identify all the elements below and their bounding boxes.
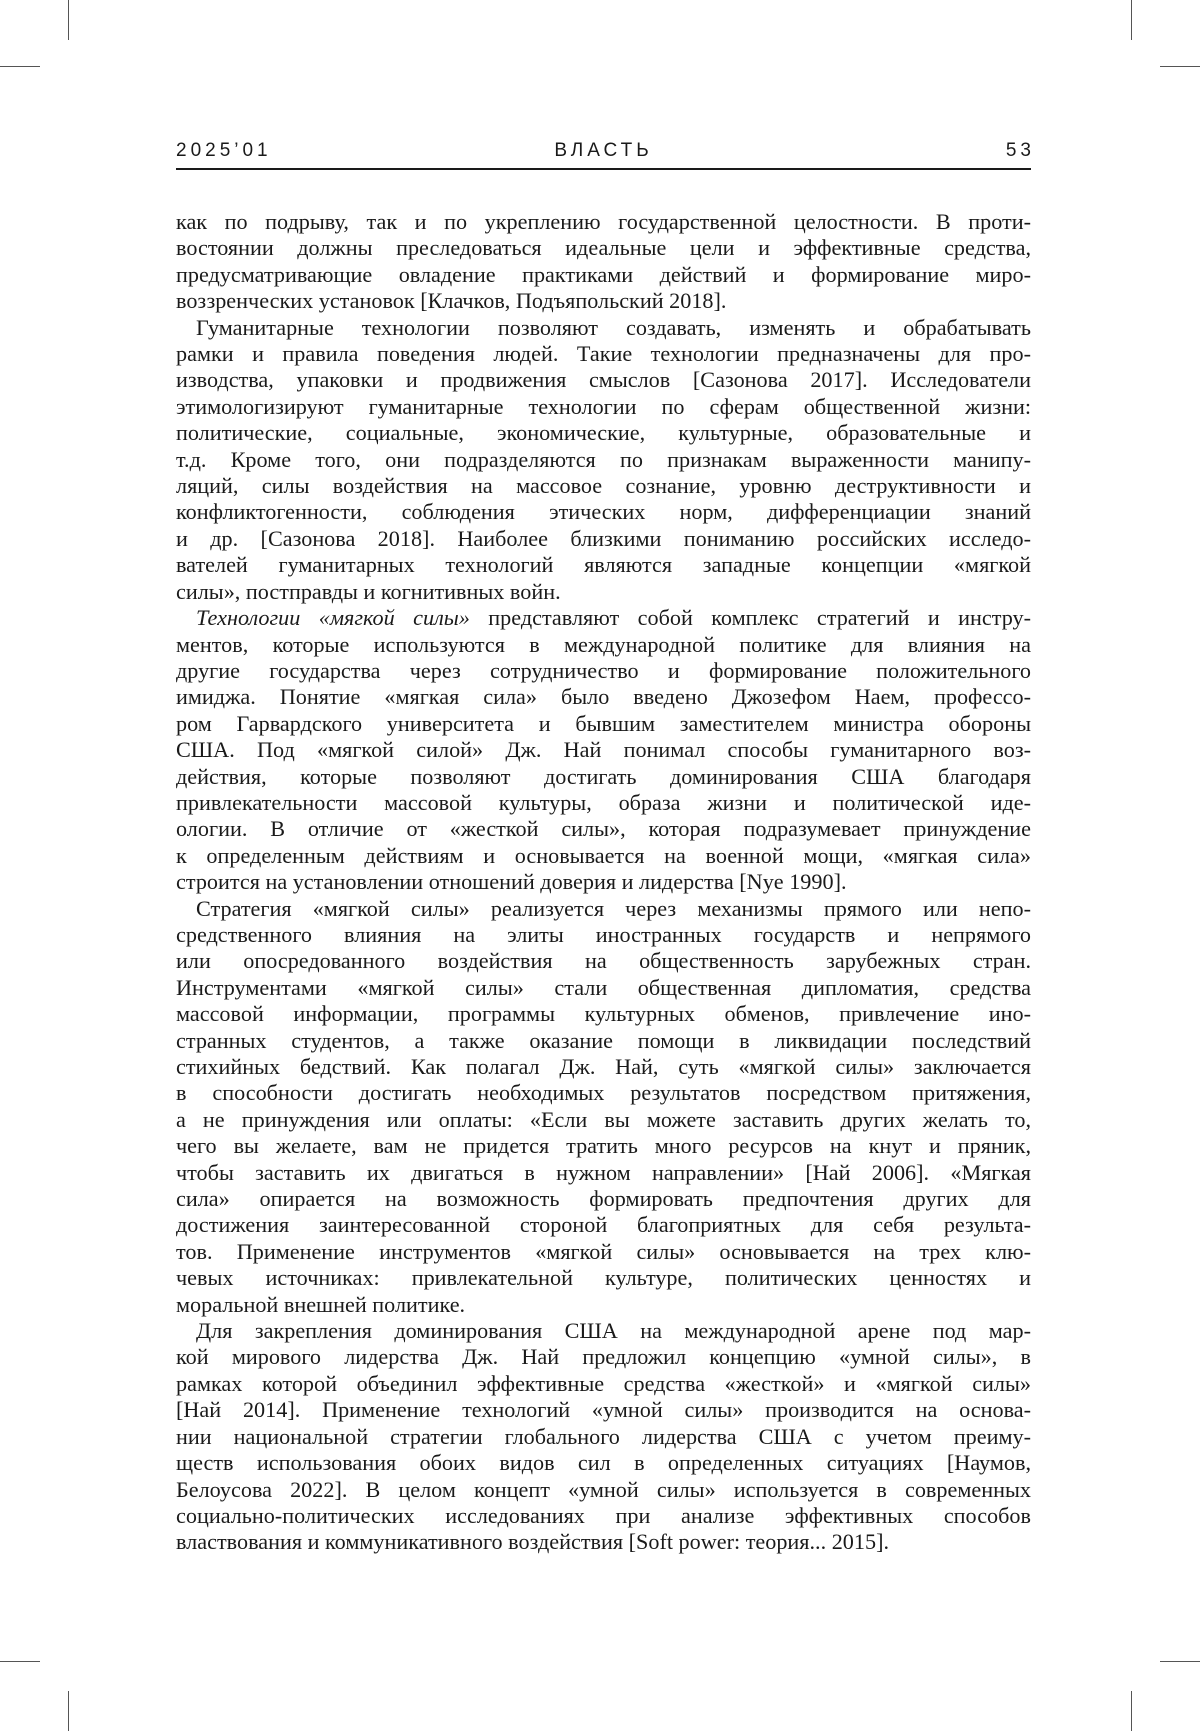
text-line: силы», постправды и когнитивных войн. bbox=[176, 579, 1031, 605]
text-line: востоянии должны преследоваться идеальные цели и эффективные средства, bbox=[176, 235, 1031, 261]
text-line: чевых источниках: привлекательной культуре, политических ценностях и bbox=[176, 1265, 1031, 1291]
text-line: кой мирового лидерства Дж. Най предложил концепцию «умной силы», в bbox=[176, 1344, 1031, 1370]
paragraph bbox=[176, 209, 1031, 315]
text-line: Белоусова 2022]. В целом концепт «умной силы» используется в современных bbox=[176, 1477, 1031, 1503]
text-line: сила» опирается на возможность формировать предпочтения других для bbox=[176, 1186, 1031, 1212]
text-line: воззренческих установок [Клачков, Подъяпольский 2018]. bbox=[176, 288, 1031, 314]
crop-mark bbox=[1160, 1661, 1200, 1662]
text-line: странных студентов, а также оказание помощи в ликвидации последствий bbox=[176, 1028, 1031, 1054]
text-line: США. Под «мягкой силой» Дж. Най понимал способы гуманитарного воз- bbox=[176, 737, 1031, 763]
text-line: [Най 2014]. Применение технологий «умной силы» производится на основа- bbox=[176, 1397, 1031, 1423]
text-line: имиджа. Понятие «мягкая сила» было введено Джозефом Наем, профессо- bbox=[176, 684, 1031, 710]
text-line: или опосредованного воздействия на общественность зарубежных стран. bbox=[176, 948, 1031, 974]
text-line: как по подрыву, так и по укреплению государственной целостности. В проти- bbox=[176, 209, 1031, 235]
crop-mark bbox=[0, 1661, 40, 1662]
crop-mark bbox=[68, 0, 69, 40]
text-line: а не принуждения или оплаты: «Если вы можете заставить других желать то, bbox=[176, 1107, 1031, 1133]
running-head bbox=[176, 140, 1031, 170]
crop-mark bbox=[68, 1691, 69, 1731]
crop-mark bbox=[1131, 0, 1132, 40]
text-line: ляций, силы воздействия на массовое сознание, уровню деструктивности и bbox=[176, 473, 1031, 499]
text-line: рамках которой объединил эффективные средства «жесткой» и «мягкой силы» bbox=[176, 1371, 1031, 1397]
text-line: предусматривающие овладение практиками действий и формирование миро- bbox=[176, 262, 1031, 288]
text-line: другие государства через сотрудничество и формирование положительного bbox=[176, 658, 1031, 684]
text-line: социально-политических исследованиях при анализе эффективных способов bbox=[176, 1503, 1031, 1529]
text-line: Инструментами «мягкой силы» стали общественная дипломатия, средства bbox=[176, 975, 1031, 1001]
crop-mark bbox=[1160, 66, 1200, 67]
text-line: политические, социальные, экономические, культурные, образовательные и bbox=[176, 420, 1031, 446]
paragraph bbox=[176, 896, 1031, 1319]
journal-issue: 2025’01 bbox=[176, 140, 272, 162]
text-line: чего вы желаете, вам не придется тратить много ресурсов на кнут и пряник, bbox=[176, 1133, 1031, 1159]
text-line: в способности достигать необходимых результатов посредством притяжения, bbox=[176, 1080, 1031, 1106]
journal-title: ВЛАСТЬ bbox=[176, 140, 1031, 162]
text-line: Стратегия «мягкой силы» реализуется через механизмы прямого или непо- bbox=[176, 896, 1031, 922]
text-line: и др. [Сазонова 2018]. Наиболее близкими пониманию российских исследо- bbox=[176, 526, 1031, 552]
italic-term: Технологии «мягкой силы» bbox=[196, 605, 470, 630]
body-text bbox=[176, 209, 1031, 1556]
text-line: Гуманитарные технологии позволяют создавать, изменять и обрабатывать bbox=[176, 315, 1031, 341]
page-number: 53 bbox=[1006, 140, 1035, 162]
text-line: тов. Применение инструментов «мягкой силы» основывается на трех клю- bbox=[176, 1239, 1031, 1265]
text-line: действия, которые позволяют достигать доминирования США благодаря bbox=[176, 764, 1031, 790]
text-line: властвования и коммуникативного воздействия [Soft power: теория... 2015]. bbox=[176, 1529, 1031, 1555]
text-line: массовой информации, программы культурных обменов, привлечение ино- bbox=[176, 1001, 1031, 1027]
text-line: т.д. Кроме того, они подразделяются по признакам выраженности манипу- bbox=[176, 447, 1031, 473]
paragraph bbox=[176, 605, 1031, 895]
text-line: средственного влияния на элиты иностранных государств и непрямого bbox=[176, 922, 1031, 948]
text-line: ментов, которые используются в международной политике для влияния на bbox=[176, 632, 1031, 658]
text-line: Для закрепления доминирования США на международной арене под мар- bbox=[176, 1318, 1031, 1344]
text-line: привлекательности массовой культуры, образа жизни и политической иде- bbox=[176, 790, 1031, 816]
paragraph bbox=[176, 315, 1031, 605]
text-line: ологии. В отличие от «жесткой силы», которая подразумевает принуждение bbox=[176, 816, 1031, 842]
text-line: стихийных бедствий. Как полагал Дж. Най, суть «мягкой силы» заключается bbox=[176, 1054, 1031, 1080]
text-line: достижения заинтересованной стороной благоприятных для себя результа- bbox=[176, 1212, 1031, 1238]
text-line: вателей гуманитарных технологий являются западные концепции «мягкой bbox=[176, 552, 1031, 578]
text-line: ществ использования обоих видов сил в определенных ситуациях [Наумов, bbox=[176, 1450, 1031, 1476]
crop-mark bbox=[0, 66, 40, 67]
text-line: рамки и правила поведения людей. Такие технологии предназначены для про- bbox=[176, 341, 1031, 367]
text-line: моральной внешней политике. bbox=[176, 1292, 1031, 1318]
text-line: конфликтогенности, соблюдения этических норм, дифференциации знаний bbox=[176, 499, 1031, 525]
text-line bbox=[176, 605, 1031, 631]
text-line: этимологизируют гуманитарные технологии по сферам общественной жизни: bbox=[176, 394, 1031, 420]
text-run: представляют собой комплекс стратегий и инстру- bbox=[470, 605, 1031, 630]
text-line: чтобы заставить их двигаться в нужном направлении» [Най 2006]. «Мягкая bbox=[176, 1160, 1031, 1186]
paragraph bbox=[176, 1318, 1031, 1556]
text-line: изводства, упаковки и продвижения смыслов [Сазонова 2017]. Исследователи bbox=[176, 367, 1031, 393]
text-line: к определенным действиям и основывается на военной мощи, «мягкая сила» bbox=[176, 843, 1031, 869]
text-line: строится на установлении отношений доверия и лидерства [Nye 1990]. bbox=[176, 869, 1031, 895]
text-line: нии национальной стратегии глобального лидерства США с учетом преиму- bbox=[176, 1424, 1031, 1450]
crop-mark bbox=[1131, 1691, 1132, 1731]
text-line: ром Гарвардского университета и бывшим заместителем министра обороны bbox=[176, 711, 1031, 737]
